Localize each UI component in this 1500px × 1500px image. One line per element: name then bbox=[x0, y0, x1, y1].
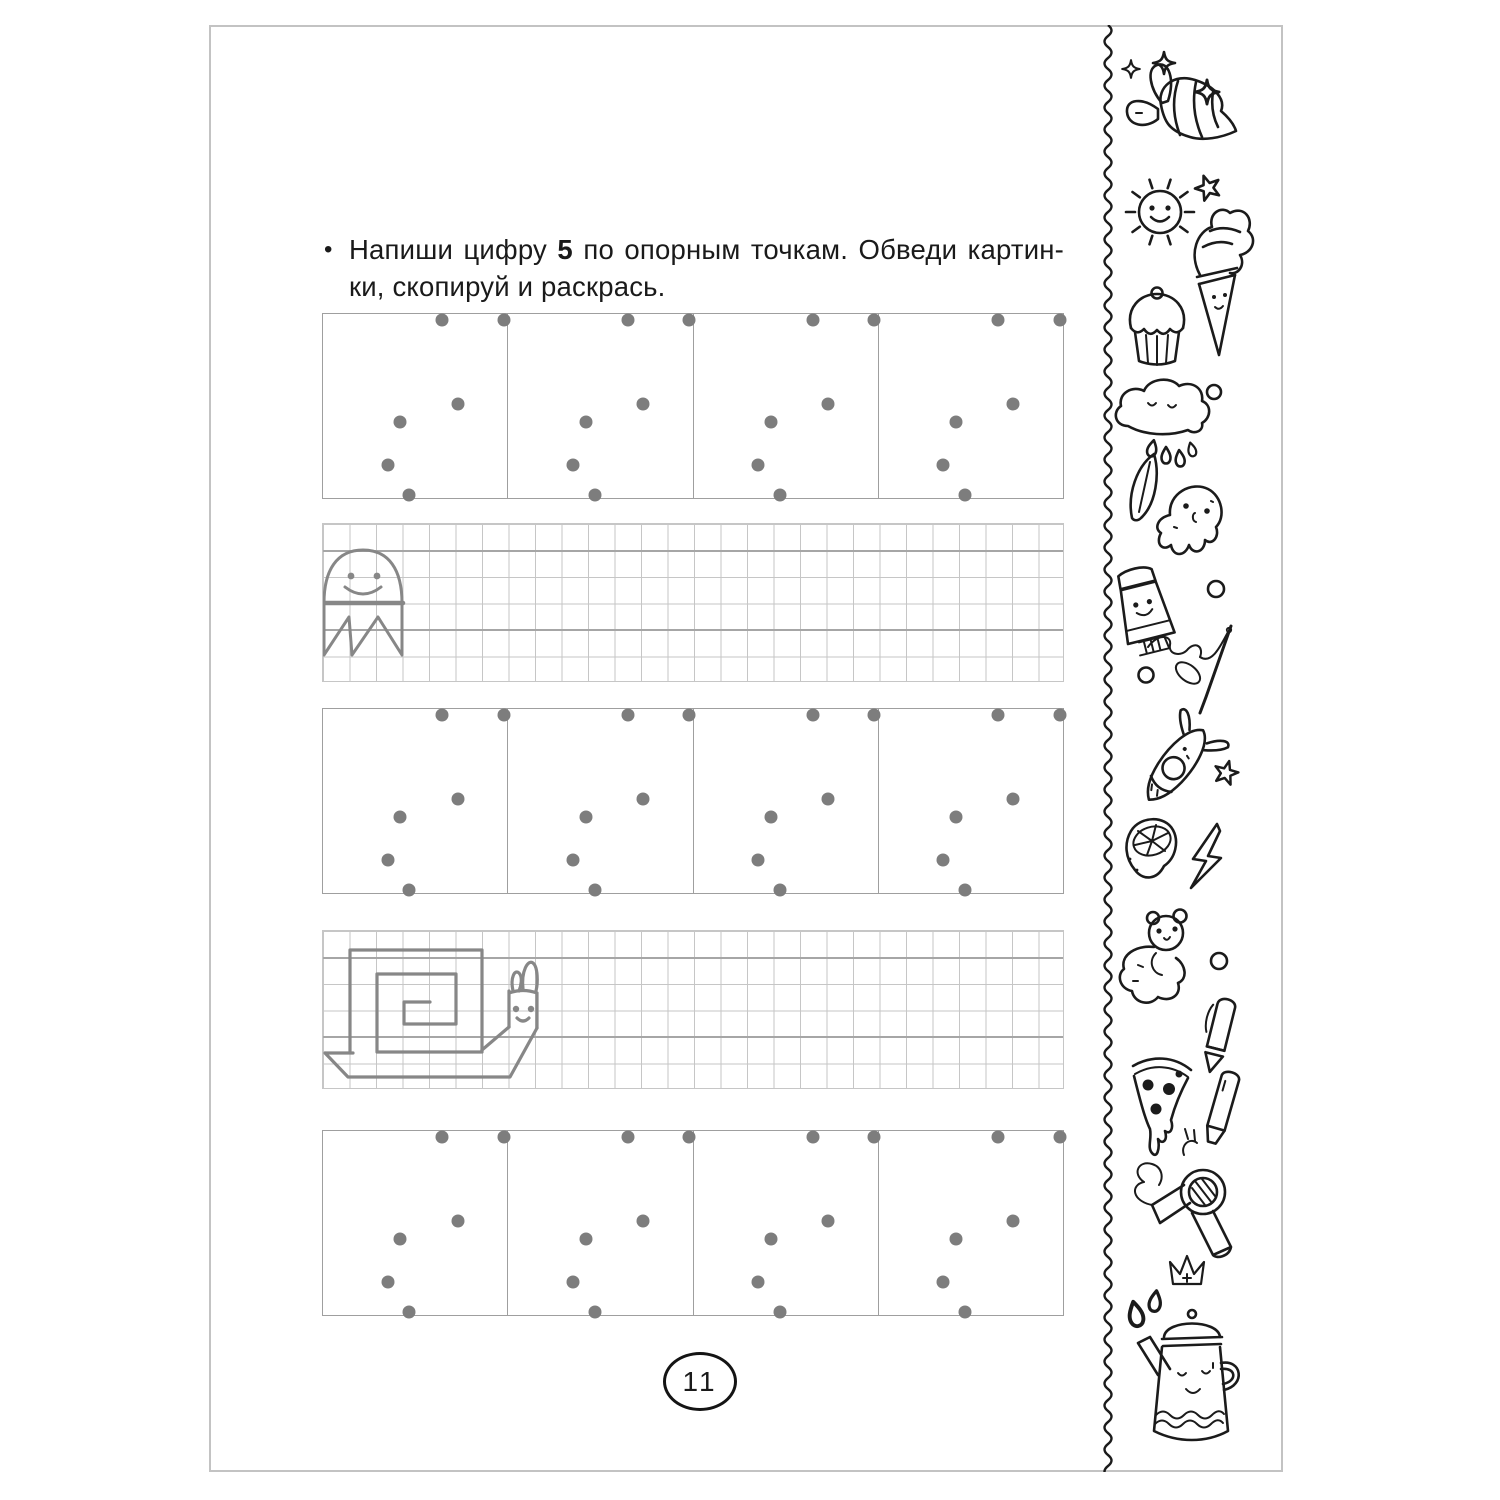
snail-eye bbox=[513, 1006, 519, 1012]
decorative-margin bbox=[1100, 25, 1290, 1472]
guide-dot bbox=[764, 811, 777, 824]
snail-drawing bbox=[323, 931, 1065, 1090]
guide-dot bbox=[579, 1233, 592, 1246]
guide-dot bbox=[579, 416, 592, 429]
digit-5-dot-box bbox=[323, 314, 508, 498]
snail-smile bbox=[517, 1018, 529, 1021]
guide-dot bbox=[806, 313, 819, 326]
guide-dot bbox=[394, 811, 407, 824]
guide-dot bbox=[937, 458, 950, 471]
guide-dot bbox=[403, 489, 416, 502]
guide-dot bbox=[937, 853, 950, 866]
guide-dot bbox=[566, 853, 579, 866]
guide-dot bbox=[381, 1275, 394, 1288]
digit-5-label: 5 bbox=[557, 234, 573, 265]
copy-grid-row-1 bbox=[322, 523, 1064, 682]
star-icon bbox=[1212, 758, 1241, 786]
guide-dot bbox=[992, 313, 1005, 326]
bubble-icon bbox=[1208, 581, 1224, 597]
guide-dot bbox=[950, 416, 963, 429]
guide-dot bbox=[992, 1130, 1005, 1143]
guide-dot bbox=[764, 1233, 777, 1246]
snail-eye bbox=[528, 1006, 534, 1012]
ghost-drawing bbox=[323, 524, 1065, 683]
guide-dot bbox=[636, 1214, 649, 1227]
guide-dot bbox=[588, 1306, 601, 1319]
pen-icon bbox=[1194, 995, 1236, 1074]
bullet-marker: • bbox=[324, 236, 333, 263]
leaf-icon bbox=[1131, 454, 1157, 520]
rain-cloud-icon bbox=[1116, 380, 1209, 467]
snail-antenna bbox=[512, 972, 521, 991]
guide-dot bbox=[451, 792, 464, 805]
task-instruction bbox=[322, 231, 1064, 305]
lemon-half-icon bbox=[1126, 819, 1176, 877]
guide-dot bbox=[1007, 792, 1020, 805]
sun-icon bbox=[1126, 180, 1194, 245]
guide-dot bbox=[436, 313, 449, 326]
guide-dot bbox=[394, 1233, 407, 1246]
kettle-icon bbox=[1138, 1310, 1239, 1440]
digit-5-dot-box bbox=[323, 1131, 508, 1315]
instruction-line-1 bbox=[349, 231, 1064, 268]
pizza-slice-icon bbox=[1133, 1059, 1191, 1155]
guide-dot bbox=[403, 1306, 416, 1319]
guide-dot bbox=[959, 489, 972, 502]
guide-dot bbox=[773, 884, 786, 897]
guide-dot bbox=[621, 313, 634, 326]
ghost-skirt bbox=[324, 603, 402, 655]
instruction-text: Напиши цифру bbox=[349, 234, 558, 265]
ghost-eye bbox=[348, 573, 355, 580]
page-number-badge bbox=[663, 1352, 737, 1411]
guide-dot bbox=[394, 416, 407, 429]
bubble-icon bbox=[1139, 668, 1154, 683]
digit-5-dot-box bbox=[879, 314, 1063, 498]
digit-5-dot-box bbox=[879, 1131, 1063, 1315]
snail-shell-spiral bbox=[350, 950, 482, 1052]
instruction-text: по опорным точкам. Обведи картин- bbox=[572, 234, 1065, 265]
guide-dot bbox=[752, 1275, 765, 1288]
guide-dot bbox=[822, 397, 835, 410]
sparkle-icon bbox=[1153, 52, 1175, 74]
paint-tube-icon bbox=[1111, 563, 1178, 658]
lightning-icon bbox=[1191, 824, 1221, 888]
digit-5-dot-box bbox=[694, 709, 879, 893]
digit-tracing-row-2 bbox=[322, 708, 1064, 894]
guide-dot bbox=[822, 1214, 835, 1227]
digit-5-dot-box bbox=[508, 1131, 693, 1315]
guide-dot bbox=[1007, 1214, 1020, 1227]
guide-dot bbox=[752, 458, 765, 471]
guide-dot bbox=[588, 884, 601, 897]
copy-grid-row-2 bbox=[322, 930, 1064, 1089]
crown-icon bbox=[1170, 1256, 1204, 1284]
page-number: 11 bbox=[682, 1365, 718, 1397]
beet-icon bbox=[1127, 64, 1236, 138]
digit-5-dot-box bbox=[694, 1131, 879, 1315]
thread-and-needle-icon bbox=[1148, 626, 1231, 713]
digit-tracing-row-1 bbox=[322, 313, 1064, 499]
bubble-icon bbox=[1207, 385, 1221, 399]
snail-antenna bbox=[523, 962, 538, 991]
guide-dot bbox=[752, 853, 765, 866]
guide-dot bbox=[451, 1214, 464, 1227]
guide-dot bbox=[773, 1306, 786, 1319]
ghost-smile bbox=[345, 587, 381, 594]
rocket-icon bbox=[1125, 708, 1230, 818]
guide-dot bbox=[959, 1306, 972, 1319]
octopus-icon bbox=[1157, 487, 1221, 554]
sparkle-icon bbox=[1122, 60, 1140, 78]
guide-dot bbox=[764, 416, 777, 429]
guide-dot bbox=[806, 708, 819, 721]
guide-dot bbox=[950, 811, 963, 824]
guide-dot bbox=[451, 397, 464, 410]
guide-dot bbox=[1007, 397, 1020, 410]
guide-dot bbox=[621, 708, 634, 721]
digit-5-dot-box bbox=[508, 314, 693, 498]
guide-dot bbox=[937, 1275, 950, 1288]
digit-5-dot-box bbox=[879, 709, 1063, 893]
guide-dot bbox=[566, 458, 579, 471]
digit-5-dot-box bbox=[694, 314, 879, 498]
guide-dot bbox=[636, 792, 649, 805]
guide-dot bbox=[381, 458, 394, 471]
ice-cream-icon bbox=[1195, 210, 1253, 355]
guide-dot bbox=[636, 397, 649, 410]
guide-dot bbox=[806, 1130, 819, 1143]
snail-neck bbox=[482, 1027, 509, 1050]
guide-dot bbox=[992, 708, 1005, 721]
guide-dot bbox=[588, 489, 601, 502]
guide-dot bbox=[381, 853, 394, 866]
ghost-eye bbox=[374, 573, 381, 580]
teddy-bear-icon bbox=[1120, 910, 1187, 1003]
guide-dot bbox=[566, 1275, 579, 1288]
ball-icon bbox=[1211, 953, 1227, 969]
guide-dot bbox=[822, 792, 835, 805]
digit-tracing-row-3 bbox=[322, 1130, 1064, 1316]
digit-5-dot-box bbox=[508, 709, 693, 893]
guide-dot bbox=[1053, 1130, 1066, 1143]
water-drops-icon bbox=[1127, 1290, 1163, 1327]
instruction-line-2: ки, скопируй и раскрась. bbox=[349, 271, 666, 302]
guide-dot bbox=[950, 1233, 963, 1246]
guide-dot bbox=[621, 1130, 634, 1143]
guide-dot bbox=[773, 489, 786, 502]
guide-dot bbox=[1053, 708, 1066, 721]
digit-5-dot-box bbox=[323, 709, 508, 893]
guide-dot bbox=[436, 1130, 449, 1143]
guide-dot bbox=[959, 884, 972, 897]
guide-dot bbox=[436, 708, 449, 721]
cupcake-icon bbox=[1130, 288, 1184, 366]
crayon-icon bbox=[1203, 1070, 1240, 1145]
wavy-border-line bbox=[1105, 25, 1112, 1472]
guide-dot bbox=[403, 884, 416, 897]
star-icon bbox=[1192, 172, 1223, 203]
guide-dot bbox=[1053, 313, 1066, 326]
guide-dot bbox=[579, 811, 592, 824]
